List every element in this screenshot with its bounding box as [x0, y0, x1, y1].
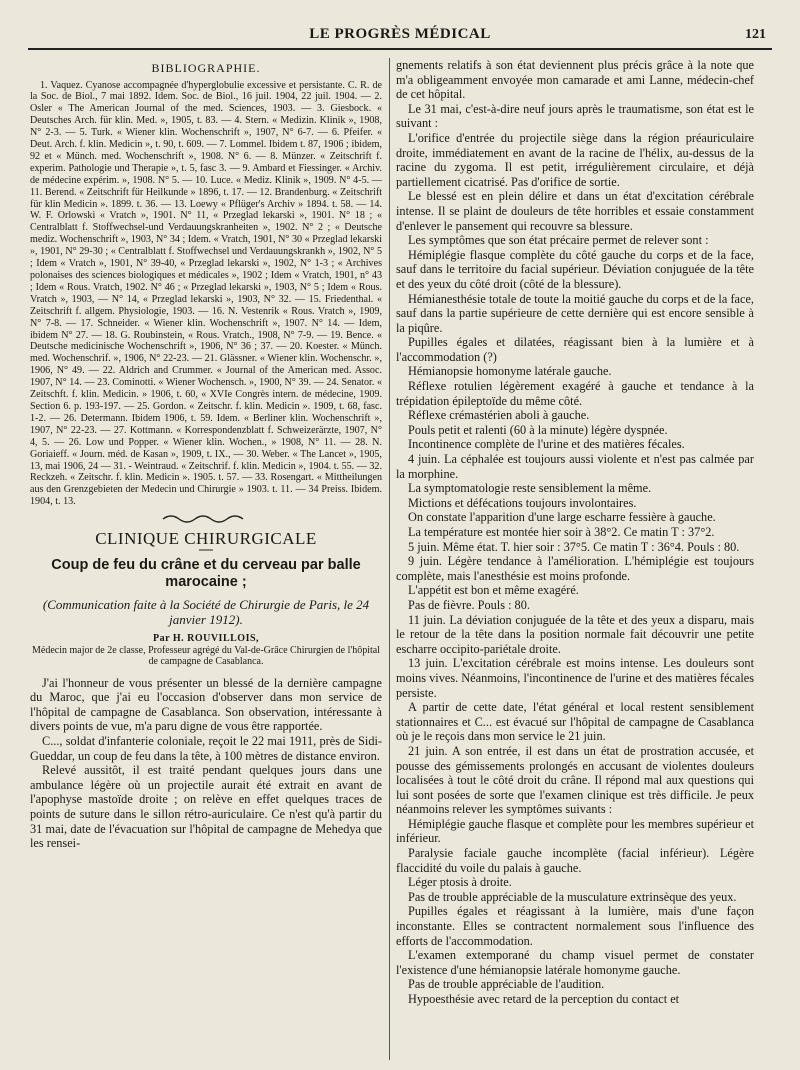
- paragraph: 9 juin. Légère tendance à l'amélioration. L'hémiplégie est toujours complète, mais l'anesthésie est moins profonde.: [396, 554, 754, 583]
- paragraph: Hypoesthésie avec retard de la perception du contact et: [408, 992, 680, 1006]
- author-roles: Médecin major de 2e classe, Professeur agrégé du Val-de-Grâce Chirurgien de l'hôpital de campagne de Casablanca.: [32, 644, 380, 668]
- paragraph: 4 juin. La céphalée est toujours aussi violente et n'est pas calmée par la morphine.: [396, 452, 754, 481]
- paragraph: Réflexe rotulien légèrement exagéré à gauche et tendance à la trépidation épileptoïde du même côté.: [396, 379, 754, 408]
- paragraph: C..., soldat d'infanterie coloniale, reçoit le 22 mai 1911, près de Sidi-Gueddar, un coup de feu dans la tête, à 100 mètres de distance environ.: [30, 734, 382, 763]
- paragraph: Mictions et défécations toujours involontaires.: [408, 495, 637, 510]
- paragraph: Pas de fièvre. Pouls : 80.: [408, 597, 530, 612]
- paragraph: gnements relatifs à son état deviennent plus précis grâce à la note que m'a obligeamment envoyée mon camarade et ami Lanne, médecin-chef de cet hôpital.: [396, 58, 754, 102]
- paragraph: Incontinence complète de l'urine et des matières fécales.: [408, 437, 685, 452]
- paragraph: Pupilles égales et réagissant à la lumière, mais d'une façon inconstante. Elles se contractent normalement sous l'influence des efforts de l'accommodation.: [396, 904, 754, 948]
- author-name: Par H. ROUVILLOIS,: [152, 633, 260, 645]
- paragraph: 13 juin. L'excitation cérébrale est moins intense. Les douleurs sont moins vives. Néanmoins, l'incontinence de l'urine et des matières fécales persiste.: [396, 656, 754, 700]
- paragraph: Réflexe crémastérien aboli à gauche.: [408, 408, 590, 423]
- paragraph: 5 juin. Même état. T. hier soir : 37°5. Ce matin T : 36°4. Pouls : 80.: [408, 539, 740, 554]
- column-divider: [389, 58, 390, 1060]
- paragraph: La température est montée hier soir à 38°2. Ce matin T : 37°2.: [408, 525, 715, 539]
- paragraph: Le blessé est en plein délire et dans un état d'excitation cérébrale intense. Il se plaint de douleurs de tête horribles et essaie constamment d'enlever le pansement qui recouvre sa blessure.: [396, 189, 754, 233]
- section-title: CLINIQUE CHIRURGICALE: [95, 528, 317, 548]
- communication-note: (Communication faite à la Société de Chirurgie de Paris, le 24 janvier 1912).: [42, 597, 370, 628]
- paragraph: Paralysie faciale gauche incomplète (facial inférieur). Légère flaccidité du voile du palais à gauche.: [396, 846, 754, 875]
- page-header: [28, 26, 772, 50]
- paragraph: L'appétit est bon et même exagéré.: [408, 583, 579, 598]
- paragraph: L'orifice d'entrée du projectile siège dans la région préauriculaire droite, immédiatement en avant de la racine de l'hélix, au-dessus de la racine du zygoma. Il est petit, irrégulièrement circulaire, et déjà partiellement cicatrisé. Pas d'orifice de sortie.: [396, 130, 754, 189]
- right-column: [396, 58, 754, 1062]
- paragraph: 21 juin. A son entrée, il est dans un état de prostration accusée, et pousse des gémissements prolongés en accusant de violentes douleurs localisées à tout le côté droit du crâne. Il répond mal aux questions qui lui sont posées de sorte que l'examen clinique est très difficile. Je peux néanmoins relever les symptômes suivants :: [396, 743, 754, 817]
- bibliography-text: 1. Vaquez. Cyanose accompagnée d'hyperglobulie excessive et persistante. C. R. de la Soc. de Biol., 7 mai 1892. Idem. Soc. de Biol., 16 juil. 1904, 22 juil. 1904. — 2. Osler « The American Journal of the med. Sciences, 1903. — 3. Giesbock. « Deutsches Arch. für klin. Med. », 1905, t. 83. — 4. Stern. « Medizin. Klinik », 1908, N° 2-3. — 5. Turk. « Wiener klin. Wochenschrift », 1907, N° 6-7. — 6. Pfeifer. « Deut. Arch. f. klin. Medicin », t. 90, t. 609. — 7. Lommel. Ibidem t. 87, 1906 ; ibidem, 92 et « Münch. med. Wochenschrift », 1908. N° 6. — 8. Münzer. « Zeitschrift f. experim. Pathologie und Therapie », t. 5, fasc 3. — 9. Ambard et Fiessinger. « Archiv. de médecine expérim. », 1908. N° 5. — 10. Luce. « Mediz. Klinik », 1909. N° 4-5. — 11. Berend. « Zeitschrift für Heilkunde » 1896, t. 17. — 12. Brandenburg. « Zeitschrift für klin Medicin ». 1899. t. 36. — 13. Loewy « Pflüger's Archiv » 1894. t. 58. — 14. W. F. Orlowski « Vratch », 1901. N° 11, « Przeglad lekarski », 1901. N° 18 ; « Centralblatt f. Stoffwechsel-und Verdauungskranheiten », 1902. N° 2 ; « Deutsche mediz. Wochenschrift », 1903, N° 34 ; Idem. « Vratch, 1901, N° 30 « Przeglad lekarski », 1901, N° 29-30 ; « Centralblatt f. Stoffwechsel und Verdauungskrankh », 1902, N° 5 ; Idem « Vratch », 1901, N° 39-40, « Przeglad lekarski », 1902, N° 1-3 ; « Archives polonaises des sciences biologiques et médicales », 1902 ; Idem « Vratch, 1901, n° 43 ; Idem « Rous. Vratch, 1902. N° 46 ; « Przeglad lekarski », 1903, N° 5 ; Idem « Rous. Vratch », 1903, — N° 14, « Przeglad lekarski », 1903, N° 32. — 15. Friedenthal. « Zeitschrift f. allgem. Physiologie, 1903. — 16. N. Vestenrik « Rous. Vratch », 1909, N° 7-8. — 17. Schneider. « Wiener klin. Wochenschrift », 1907. N° 14. — Idem, ibidem N° 27. — 18. G. Roubinstein, « Rous. Vratch., 1908, N° 7-9. — 19. Bence. « Deutsche medicinische Wochenschrift », 1906, N° 36 ; 37. — 20. Koester. « Münch. med. Wochenschrif. », 1906, N° 22-23. — 21. Glässner. « Wiener klin. Wochenschr. », 1906, N° 49. — 22. Aldrich and Crummer. « Journal of the American med. Assoc. 1907, N° 14. — 23. Cominotti. « Wiener Wochensch. », 1900, N° 39. — 24. Senator. « Zeitschft. f. klin. Medicin. » 1906, t. 60, « XVIe Congrès intern. de médecine, 1909. Section 6. p. 193-197. — 25. Gordon. « Zeitschr. f. klin. Medicin ». 1909, t. 68, fasc. 1-2. — 26. Determann. Ibidem 1906, t. 59. Idem. « Berliner klin. Wochenschrift », 1907, N° 22-23. — 27. Kottmann. « Korrespondenzblatt f. Schweizerärzte, 1907, N° 4, 5. — 26. Low und Popper. « Wiener klin. Wochen., » 1908, N° 11. — 28. N. Goriaieff. « Journ. méd. de Kasan », 1909, t. IX., — 30. Weber. « The Lancet », 1905, 13, mai 1906, 24 — 31. - Weintraud. « Zeitschrif. f. klin. Medicin », 1904. t. 55. — 32. Reckzeh. « Zeitschr. f. klin. Medicin ». 1905. t. 57. — 33. Rosengart. « Mittheilungen aus den Grenzgebieten der Medecin und Chirurgie » 1903. t. 11. — 34 Preiss. Ibidem. 1904, t. 13.: [30, 79, 382, 508]
- paragraph: Relevé aussitôt, il est traité pendant quelques jours dans une ambulance légère où un projectile aurait été extrait en avant de l'apophyse mastoïde droite ; on relève en effet quelques traces de points de suture dans le sillon rétro-auriculaire. Ce n'est qu'à partir du 31 mai, date de l'évacuation sur l'hôpital de campagne de Mehedya que les rensei-: [30, 763, 382, 851]
- paragraph: Hémianesthésie totale de toute la moitié gauche du corps et de la face, sauf dans la partie supérieure de cette dernière qui est encore sensible à la piqûre.: [396, 291, 754, 335]
- ornament-swirl: [161, 514, 251, 524]
- bibliography-heading: BIBLIOGRAPHIE.: [151, 61, 261, 75]
- paragraph: Pas de trouble appréciable de la musculature extrinsèque des yeux.: [408, 889, 737, 904]
- paragraph: 11 juin. La déviation conjuguée de la tête et des yeux a disparu, mais le retour de la tête dans la position normale fait découvrir une petite escharre occipito-pariétale droite.: [396, 612, 754, 656]
- paragraph: Pas de trouble appréciable de l'audition.: [408, 977, 605, 992]
- paragraph: A partir de cette date, l'état général et local restent sensiblement stationnaires et C... est évacué sur l'hôpital de campagne de Casablanca où je le reçois dans mon service le 21 juin.: [396, 700, 754, 744]
- paragraph: Léger ptosis à droite.: [408, 875, 512, 890]
- paragraph: L'examen extemporané du champ visuel permet de constater l'existence d'une hémianopsie latérale homonyme gauche.: [396, 948, 754, 977]
- article-title: Coup de feu du crâne et du cerveau par balle marocaine ;: [51, 557, 361, 591]
- paragraph: Hémianopsie homonyme latérale gauche.: [408, 364, 612, 379]
- section-ornament: [30, 514, 382, 528]
- page-number: 121: [745, 27, 766, 42]
- paragraph: Le 31 mai, c'est-à-dire neuf jours après le traumatisme, son état est le suivant :: [396, 101, 754, 131]
- left-column: [30, 58, 382, 1062]
- journal-title: LE PROGRÈS MÉDICAL: [309, 26, 491, 42]
- paragraph: La symptomatologie reste sensiblement la même.: [408, 481, 652, 496]
- title-dash: [30, 545, 382, 555]
- paragraph: On constate l'apparition d'une large escharre fessière à gauche.: [408, 510, 716, 525]
- author-block: [30, 633, 382, 668]
- paragraph: Les symptômes que son état précaire permet de relever sont :: [408, 233, 709, 248]
- paragraph: J'ai l'honneur de vous présenter un blessé de la dernière campagne du Maroc, que j'ai eu l'occasion d'observer dans mon service de l'hôpital de campagne de Casablanca. Son observation, intéressante à divers points de vue, m'a paru digne de vous être rapportée.: [30, 675, 382, 734]
- paragraph: Pouls petit et ralenti (60 à la minute) légère dyspnée.: [408, 422, 668, 437]
- paragraph: Hémiplégie gauche flasque et complète pour les membres supérieur et inférieur.: [396, 816, 754, 846]
- dash-rule: [199, 547, 213, 553]
- paragraph: Pupilles égales et dilatées, réagissant bien à la lumière et à l'accommodation (?): [396, 335, 754, 364]
- paragraph: Hémiplégie flasque complète du côté gauche du corps et de la face, sauf dans le territoire du facial supérieur. Déviation conjuguée de la tête et des yeux du côté droit (côté de la blessure).: [396, 247, 754, 291]
